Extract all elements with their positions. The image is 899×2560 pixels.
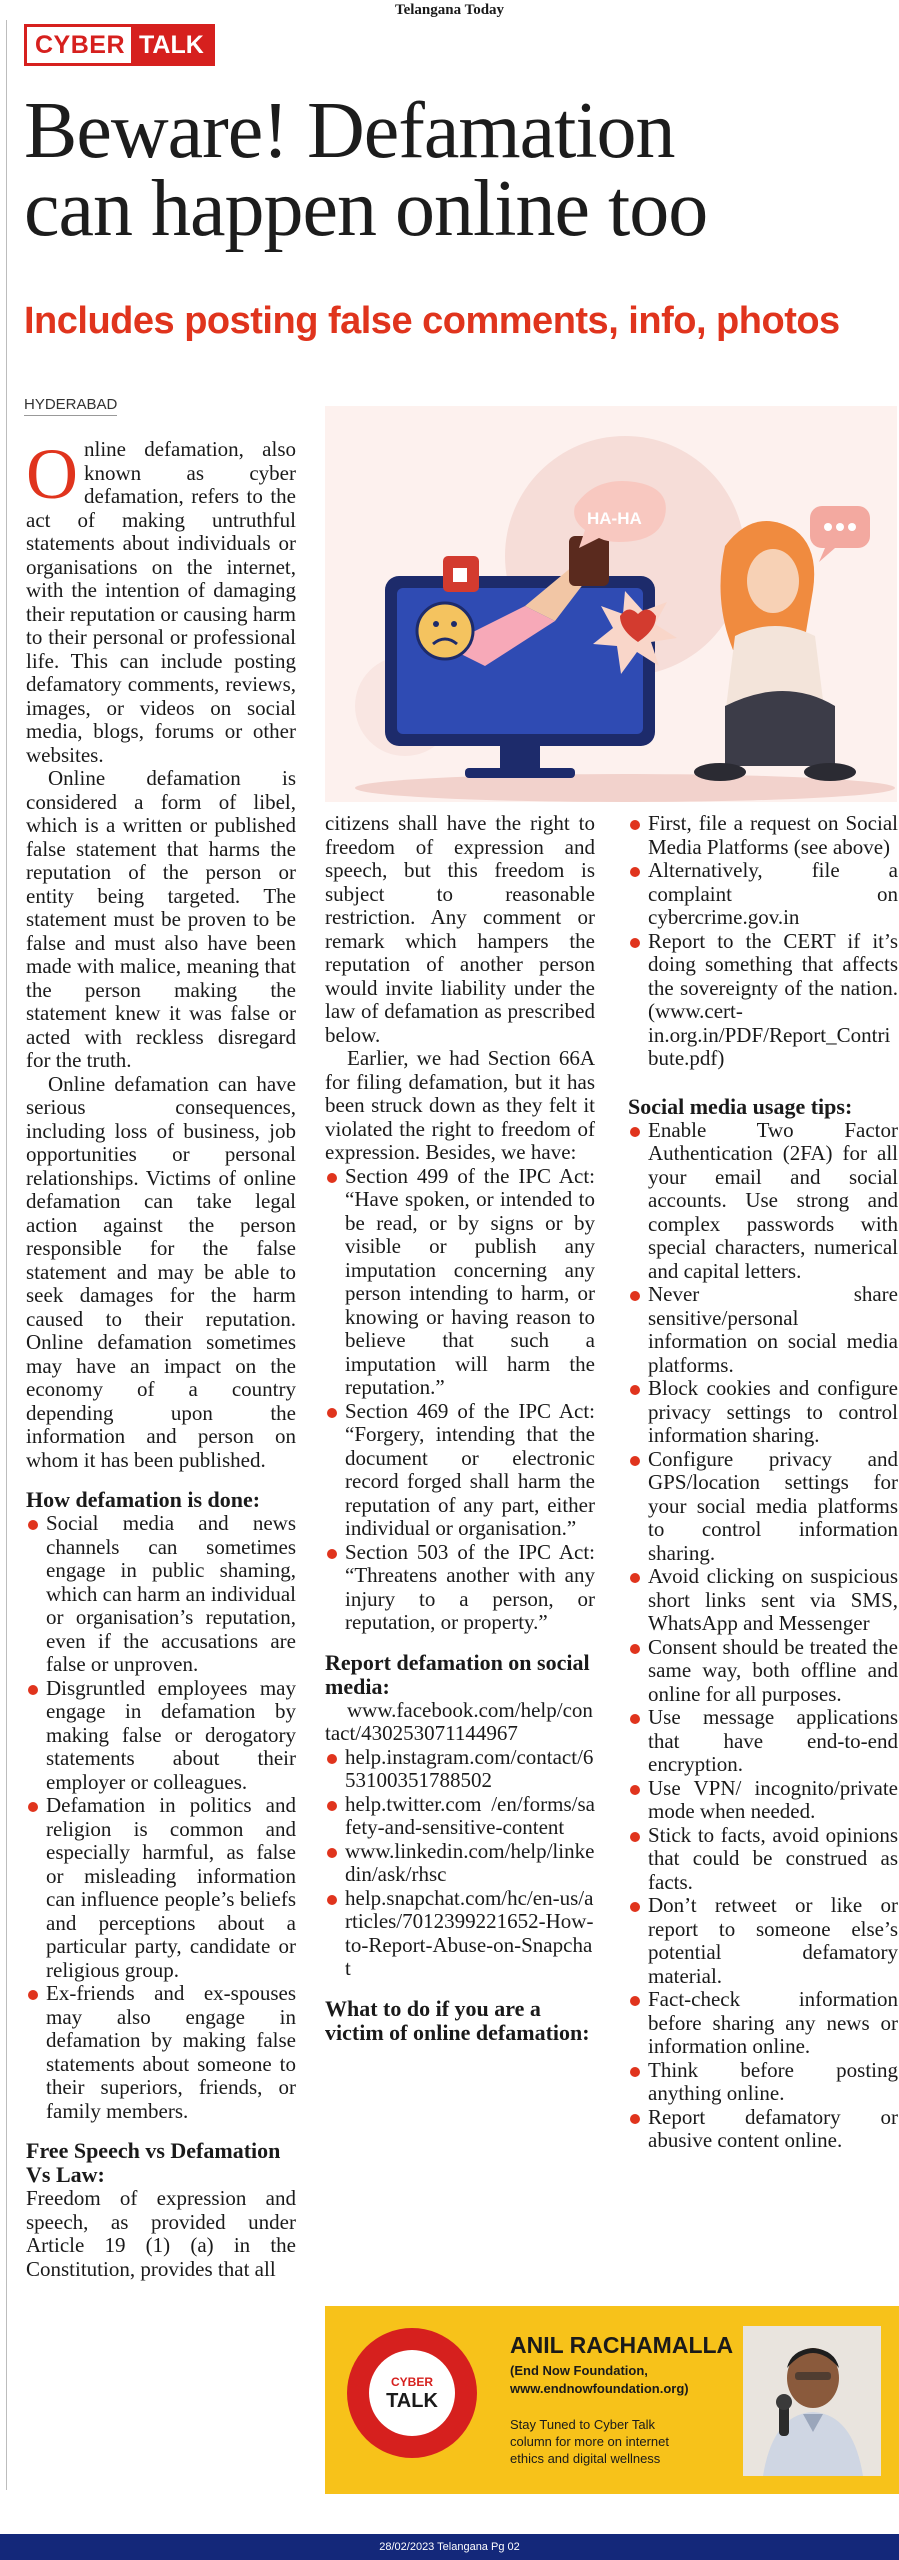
logo-part-talk: TALK bbox=[131, 27, 212, 63]
article-column-3 bbox=[628, 812, 898, 2153]
drop-cap: O bbox=[26, 434, 78, 514]
page-footer-bar bbox=[0, 2534, 899, 2560]
victim-heading: What to do if you are a victim of online defamation: bbox=[325, 1995, 590, 2045]
illustration-bubble-text: HA-HA bbox=[587, 509, 642, 528]
tip-item: Consent should be treated the same way, both offline and online for all purposes. bbox=[628, 1636, 898, 1707]
cyber-talk-badge bbox=[347, 2328, 477, 2458]
masthead: Telangana Today bbox=[394, 2, 505, 18]
report-item: help.instagram.com/contact/653100351788502 bbox=[325, 1746, 595, 1793]
tip-item: Stick to facts, avoid opinions that could be construed as facts. bbox=[628, 1824, 898, 1895]
column-rule bbox=[6, 20, 7, 2490]
report-item: help.twitter.com /en/forms/safety-and-sensitive-content bbox=[325, 1793, 595, 1840]
author-photo-graphic bbox=[743, 2326, 881, 2476]
headline-line-2: can happen online too bbox=[24, 165, 708, 253]
badge-small-text: CYBER bbox=[390, 2375, 433, 2389]
report-heading: Report defamation on social media: bbox=[325, 1649, 590, 1699]
badge-big-text: TALK bbox=[386, 2390, 438, 2412]
tip-item: Don’t retweet or like or report to someone else’s potential defamatory material. bbox=[628, 1894, 898, 1988]
victim-item: Report to the CERT if it’s doing something that affects the sovereignty of the nation. (www.cert-in.org.in/PDF/Report_Contribute.pdf) bbox=[628, 930, 898, 1071]
intro-paragraph-1-text: nline defamation, also known as cyber defamation, refers to the act of making untruthful statements about individuals or organisations on the internet, with the intention of damaging their reputation or causing harm to their personal or professional life. This can include posting defamatory comments, reviews, images, or videos on social media, blogs, forums or other websites. bbox=[26, 437, 296, 767]
free-speech-paragraph-1: Freedom of expression and speech, as provided under Article 19 (1) (a) in the Constitution, provides that all bbox=[26, 2186, 296, 2281]
article-column-1 bbox=[26, 434, 296, 2281]
defamation-illustration bbox=[325, 406, 897, 802]
how-item: Ex-friends and ex-spouses may also engage in defamation by making false statements about someone to their superiors, friends, or family members. bbox=[26, 1982, 296, 2123]
illustration-graphic bbox=[325, 406, 897, 802]
how-list bbox=[26, 1512, 296, 2123]
column-tagline: Stay Tuned to Cyber Talk column for more on internet ethics and digital wellness bbox=[510, 2417, 669, 2466]
article-column-2 bbox=[325, 812, 595, 2045]
subheadline: Includes posting false comments, info, photos bbox=[24, 300, 840, 342]
tip-item: Use message applications that have end-to-end encryption. bbox=[628, 1706, 898, 1777]
intro-paragraph-3: Online defamation can have serious consequences, including loss of business, job opportunities or personal relationships. Victims of online defamation can take legal action against the person responsible for the false statement and may be able to seek damages for the harm caused to their reputation. Online defamation sometimes may have an impact on the economy of a country depending upon the information and person on whom it has been published. bbox=[26, 1071, 296, 1472]
tip-item: Think before posting anything online. bbox=[628, 2059, 898, 2106]
cyber-talk-logo bbox=[24, 24, 215, 66]
dateline: HYDERABAD bbox=[24, 396, 117, 416]
report-facebook-url: www.facebook.com/help/contact/430253071144967 bbox=[325, 1697, 593, 1745]
how-item: Social media and news channels can sometimes engage in public shaming, which can harm an individual or organisation’s reputation, even if the accusations are false or unproven. bbox=[26, 1512, 296, 1677]
ipc-item: Section 499 of the IPC Act: “Have spoken, or intended to be read, or by signs or by visible or publish any imputation concerning any person intending to harm, or knowing or having reason to believe that such a imputation will harm the reputation.” bbox=[325, 1165, 595, 1400]
report-item: help.snapchat.com/hc/en-us/articles/7012399221652-How-to-Report-Abuse-on-Snapchat bbox=[325, 1887, 595, 1981]
ipc-list bbox=[325, 1165, 595, 1635]
tip-item: Enable Two Factor Authentication (2FA) for all your email and social accounts. Use strong and complex passwords with special characters, numerical and capital letters. bbox=[628, 1119, 898, 1284]
tip-item: Block cookies and configure privacy settings to control information sharing. bbox=[628, 1377, 898, 1448]
free-speech-paragraph-2: citizens shall have the right to freedom of expression and speech, but this freedom is subject to reasonable restriction. Any comment or remark which hampers the reputation of another person would invite liability under the law of defamation as prescribed below. bbox=[325, 811, 595, 1047]
author-org: (End Now Foundation, www.endnowfoundation.org) bbox=[510, 2363, 689, 2396]
how-item: Disgruntled employees may engage in defamation by making false or derogatory statements about their employer or colleagues. bbox=[26, 1677, 296, 1795]
free-speech-paragraph-3: Earlier, we had Section 66A for filing defamation, but it has been struck down as they felt it violated the right to freedom of expression. Besides, we have: bbox=[325, 1046, 595, 1164]
tip-item: Report defamatory or abusive content online. bbox=[628, 2106, 898, 2153]
tip-item: Avoid clicking on suspicious short links sent via SMS, WhatsApp and Messenger bbox=[628, 1565, 898, 1636]
tips-heading: Social media usage tips: bbox=[628, 1093, 853, 1119]
author-box bbox=[325, 2306, 899, 2494]
victim-list bbox=[628, 812, 898, 1071]
victim-item: Alternatively, file a complaint on cybercrime.gov.in bbox=[628, 859, 898, 930]
report-list bbox=[325, 1746, 595, 1981]
report-item: www.linkedin.com/help/linkedin/ask/rhsc bbox=[325, 1840, 595, 1887]
headline bbox=[24, 87, 884, 253]
tip-item: Fact-check information before sharing any news or information online. bbox=[628, 1988, 898, 2059]
logo-part-cyber: CYBER bbox=[35, 31, 126, 59]
intro-paragraph-1 bbox=[26, 434, 296, 767]
ipc-item: Section 503 of the IPC Act: “Threatens another with any injury to a person, or reputation, or property.” bbox=[325, 1541, 595, 1635]
tip-item: Never share sensitive/personal information on social media platforms. bbox=[628, 1283, 898, 1377]
tips-list bbox=[628, 1119, 898, 2153]
tip-item: Configure privacy and GPS/location settings for your social media platforms to control information sharing. bbox=[628, 1448, 898, 1566]
how-heading: How defamation is done: bbox=[26, 1487, 261, 1512]
ipc-item: Section 469 of the IPC Act: “Forgery, intending that the document or electronic record forged shall harm the reputation of any part, either individual or organisation.” bbox=[325, 1400, 595, 1541]
author-name: ANIL RACHAMALLA bbox=[510, 2332, 734, 2358]
author-photo bbox=[743, 2326, 881, 2476]
tip-item: Use VPN/ incognito/private mode when needed. bbox=[628, 1777, 898, 1824]
free-speech-heading: Free Speech vs Defamation Vs Law: bbox=[26, 2138, 281, 2187]
page-footer-text: 28/02/2023 Telangana Pg 02 bbox=[379, 2541, 520, 2553]
headline-line-1: Beware! Defamation bbox=[24, 87, 675, 175]
victim-item: First, file a request on Social Media Platforms (see above) bbox=[628, 812, 898, 859]
intro-paragraph-2: Online defamation is considered a form of libel, which is a written or published false statement that harms the reputation of the person or entity being targeted. The statement must be proven to be false and must also have been made with malice, meaning that the person making the statement knew it was false or acted with reckless disregard for the truth. bbox=[26, 766, 296, 1072]
badge-inner bbox=[369, 2350, 455, 2436]
how-item: Defamation in politics and religion is common and especially harmful, as false or misleading information can influence people’s beliefs and perceptions about a particular party, candidate or religious group. bbox=[26, 1794, 296, 1982]
